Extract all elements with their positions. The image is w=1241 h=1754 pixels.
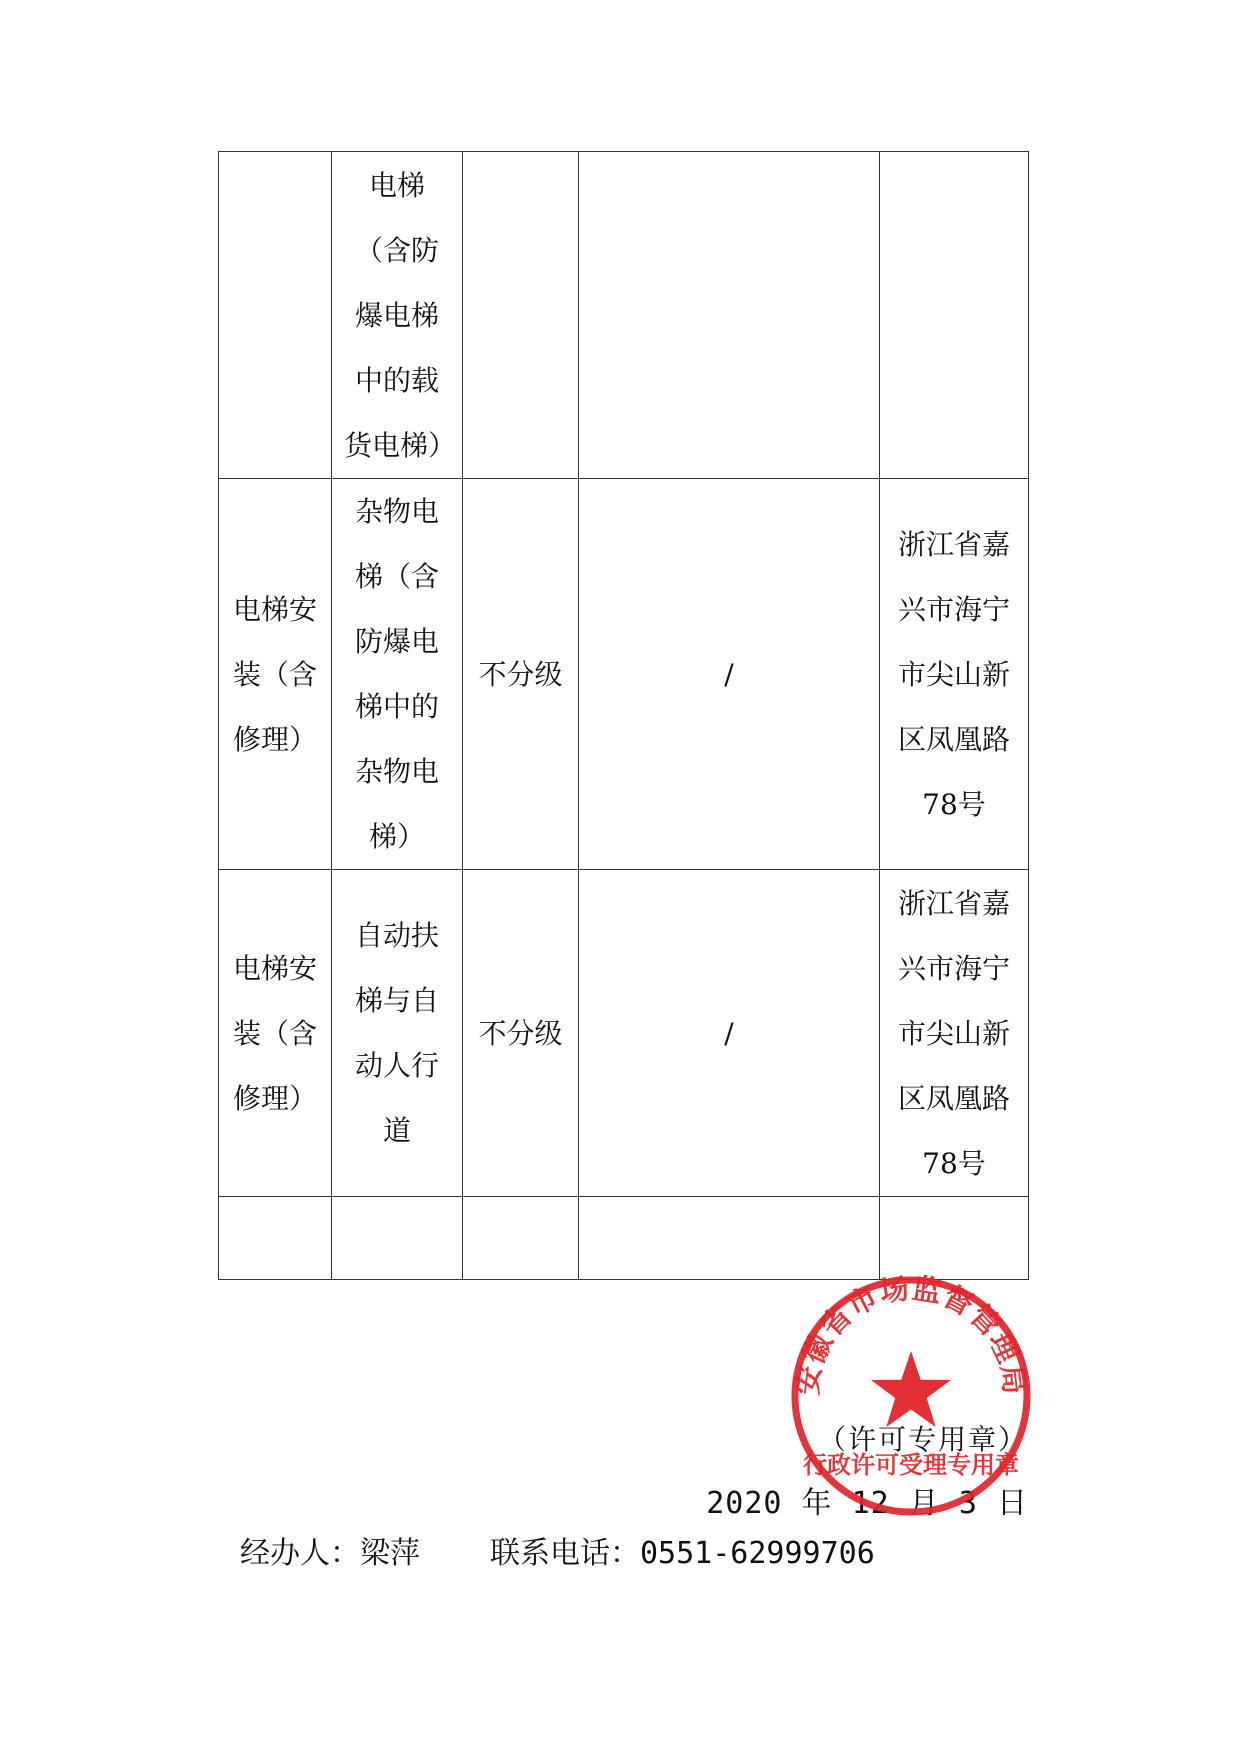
- table-cell: [880, 152, 1029, 479]
- seal-note: （许可专用章）: [817, 1423, 1028, 1456]
- table-cell: /: [579, 870, 880, 1197]
- svg-text:安徽省市场监督管理局: 安徽省市场监督管理局: [790, 1271, 1032, 1397]
- table-cell: 自动扶梯与自动人行道: [332, 870, 463, 1197]
- table-cell: 杂物电梯（含防爆电梯中的杂物电梯）: [332, 479, 463, 870]
- table-cell: [579, 152, 880, 479]
- table-cell: [463, 152, 579, 479]
- svg-text:行政许可受理专用章: 行政许可受理专用章: [803, 1451, 1019, 1479]
- table-row: [219, 479, 1029, 870]
- table-cell: [219, 152, 332, 479]
- table-cell: [332, 1197, 463, 1280]
- star-icon: [871, 1351, 951, 1427]
- table-cell: [579, 1197, 880, 1280]
- handler-name: 经办人：梁萍: [240, 1536, 420, 1571]
- table-cell: 浙江省嘉兴市海宁市尖山新区凤凰路78号: [880, 479, 1029, 870]
- table-cell: 浙江省嘉兴市海宁市尖山新区凤凰路78号: [880, 870, 1029, 1197]
- issue-date: 2020 年 12 月 3 日: [706, 1486, 1028, 1521]
- table-cell: [463, 1197, 579, 1280]
- table-cell: /: [579, 479, 880, 870]
- table-row: [219, 870, 1029, 1197]
- table-cell: 电梯（含防爆电梯中的载货电梯）: [332, 152, 463, 479]
- table-row: [219, 1197, 1029, 1280]
- table-cell: 电梯安装（含修理）: [219, 479, 332, 870]
- contact-phone: 联系电话：0551-62999706: [490, 1536, 875, 1571]
- table-row: [219, 152, 1029, 479]
- official-seal-stamp: [786, 1271, 1036, 1521]
- permit-table: [218, 151, 1029, 1280]
- table-cell: [219, 1197, 332, 1280]
- table-cell: 不分级: [463, 870, 579, 1197]
- table-cell: 电梯安装（含修理）: [219, 870, 332, 1197]
- footer: [240, 1528, 875, 1572]
- table-cell: [880, 1197, 1029, 1280]
- table-cell: 不分级: [463, 479, 579, 870]
